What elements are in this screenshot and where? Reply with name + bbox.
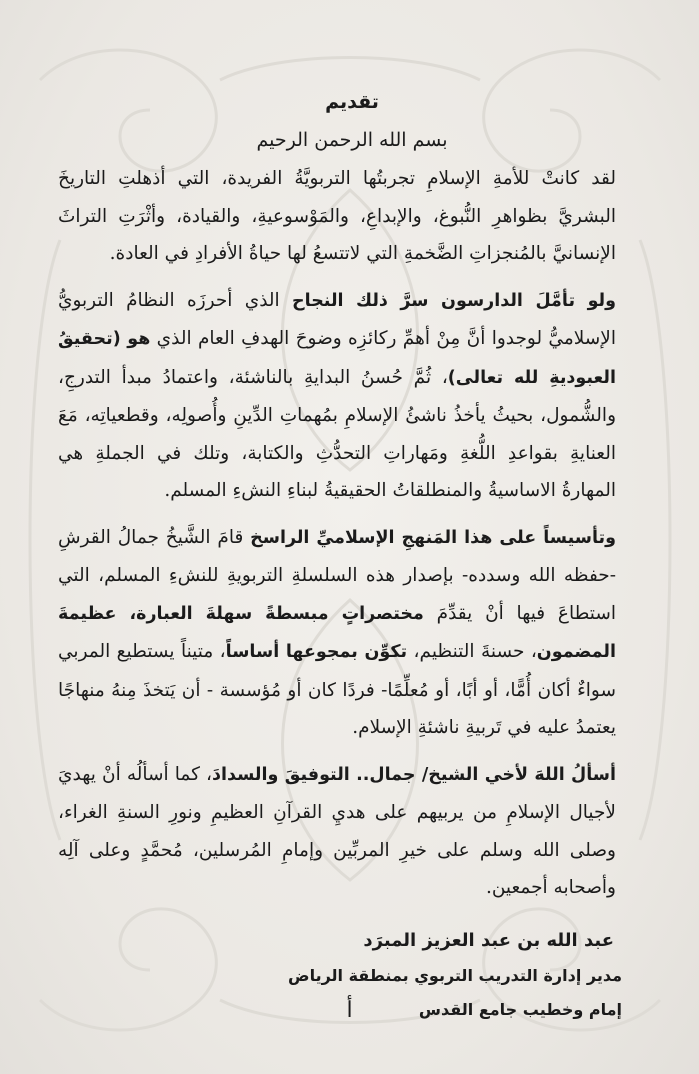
- paragraph-2-text-1: الذي أحرزَه النظامُ التربويُّ الإسلاميُّ لوجدوا أنَّ مِنْ أهمِّ ركائزِه وضوحَ الهدفِ العام الذي: [58, 289, 616, 349]
- paragraph-3-bold-2: تكوِّن بمجوعها أساساً: [225, 642, 408, 662]
- signature-name: عبد الله بن عبد العزيز المبرَد: [363, 929, 614, 951]
- page-number: أ: [346, 998, 353, 1023]
- paragraph-3: [58, 519, 646, 747]
- signature-role: إمام وخطيب جامع القدس: [418, 999, 622, 1019]
- paragraph-4: [58, 756, 646, 907]
- paragraph-4-text-1: ، كما أسألُه أنْ يهديَ لأجيال الإسلامِ من يربيهم على هديِ القرآنِ العظيمِ ونورِ السنةِ الغراء، وصلى الله وسلم على خيرِ المربِّين وإمامِ المُرسلين، مُحمَّدٍ وعلى آلِه وأصحابه أجمعين.: [58, 763, 616, 898]
- paragraph-2-lead: ولو تأمَّلَ الدارسون سرَّ ذلك النجاح: [292, 290, 616, 311]
- paragraph-3-text-3: ، متيناً يستطيع المربي سواءٌ أكان أُمًّا، أو أبًا، أو مُعلِّمًا- فردًا كان أو مُؤسسة - أن يَتخذَ مِنهُ منهاجًا يعتمدُ عليه في تَربيةِ ناشئةِ الإسلام.: [58, 641, 616, 738]
- paragraph-3-text-2: ، حسنةَ التنظيم،: [407, 641, 537, 662]
- paragraph-3-text-1: قامَ الشَّيخُ جمالُ القرشِ -حفظه الله وسدده- بإصدار هذه السلسلةِ التربويةِ للنشءِ المسلم، التي استطاعَ فيها أنْ يقدِّمَ: [58, 526, 616, 624]
- paragraph-2: [58, 282, 646, 510]
- paragraph-3-lead: وتأسيساً على هذا المَنهجِ الإسلاميِّ الراسخ: [250, 527, 616, 548]
- paragraph-2-text-2: ، ثُمَّ حُسنُ البدايةِ بالناشئة، واعتمادُ مبدأ التدرجِ، والشُّمول، بحيثُ يأخذُ ناشئُ الإسلامِ بمُهماتِ الدِّينِ وأُصولِه، وقطعياتِه، مَعَ العنايةِ بقواعدِ اللُّغةِ ومَهاراتِ التحدُّثِ والكتابة، وتلك في الجملةِ هي المهارةُ الاساسيةُ والمنطلقاتُ الحقيقيةُ لبناءِ النشءِ المسلم.: [58, 366, 616, 501]
- page-content: [58, 84, 646, 1027]
- paragraph-2-bold-1: هو (تحقيقُ العبوديةِ لله تعالى): [58, 329, 616, 388]
- signature-title: مدير إدارة التدريب التربوي بمنطقة الرياض: [288, 965, 622, 985]
- paragraph-4-lead: أسألُ اللهَ لأخي الشيخ/ جمال.. التوفيقَ والسدادَ: [212, 764, 616, 785]
- paragraph-3-bold-1: مختصراتٍ مبسطةً سهلةَ العبارة، عظيمةَ المضمون: [58, 603, 616, 662]
- basmala: بسم الله الرحمن الرحيم: [256, 129, 448, 151]
- page-title: تقديم: [325, 91, 379, 113]
- paragraph-1: [58, 160, 646, 273]
- paragraph-1-text: لقد كانتْ للأمةِ الإسلامِ تجربتُها التربويَّةُ الفريدة، التي أذهلتِ التاريخَ البشريَّ بظواهرِ النُّبوغ، والإبداعِ، والمَوْسوعيةِ، والقيادة، وأثْرَتِ التراثَ الإنسانيَّ بالمُنجزاتِ الضَّخمةِ التي لاتتسعُ لها حياةُ الأفرادِ في العادة.: [58, 168, 616, 264]
